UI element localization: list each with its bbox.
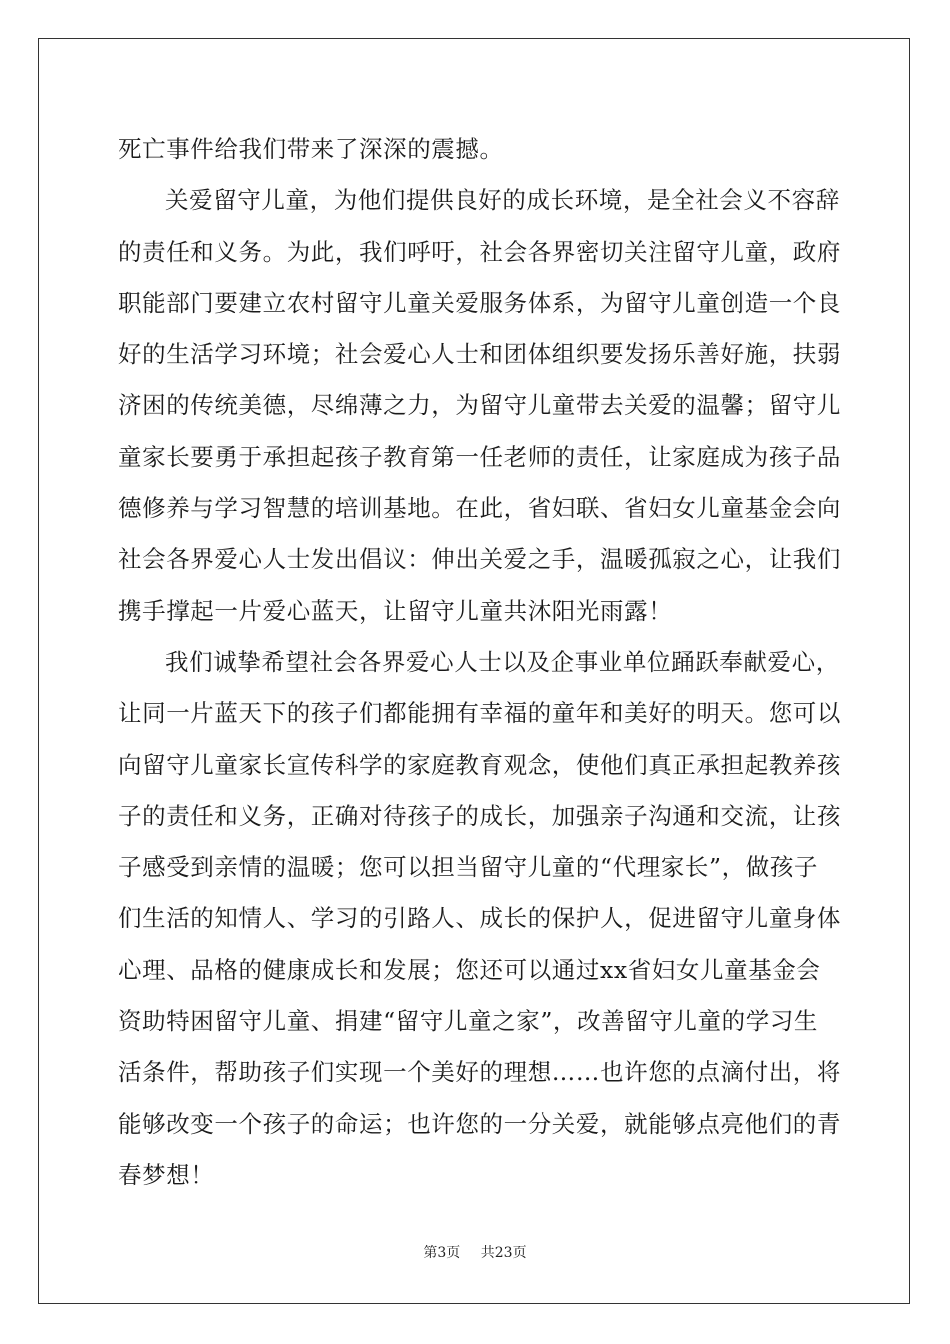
text-line: 资助特困留守儿童、捐建“留守儿童之家”，改善留守儿童的学习生 [118,1007,819,1036]
text-line: 童家长要勇于承担起孩子教育第一任老师的责任，让家庭成为孩子品 [118,442,841,471]
text-line: 向留守儿童家长宣传科学的家庭教育观念，使他们真正承担起教养孩 [118,750,841,779]
text-line: 好的生活学习环境；社会爱心人士和团体组织要发扬乐善好施，扶弱 [118,340,841,369]
text-line: 子的责任和义务，正确对待孩子的成长，加强亲子沟通和交流，让孩 [118,801,841,830]
text-line: 职能部门要建立农村留守儿童关爱服务体系，为留守儿童创造一个良 [118,288,841,317]
text-line: 携手撑起一片爱心蓝天，让留守儿童共沐阳光雨露！ [118,596,673,625]
text-line: 社会各界爱心人士发出倡议：伸出关爱之手，温暖孤寂之心，让我们 [118,545,841,574]
text-line: 活条件，帮助孩子们实现一个美好的理想……也许您的点滴付出，将 [118,1058,841,1087]
text-line: 让同一片蓝天下的孩子们都能拥有幸福的童年和美好的明天。您可以 [118,699,841,728]
page-footer [0,1242,950,1262]
text-line: 我们诚挚希望社会各界爱心人士以及企事业单位踊跃奉献爱心， [165,647,840,676]
text-line: 们生活的知情人、学习的引路人、成长的保护人，促进留守儿童身体 [118,904,841,933]
text-line: 德修养与学习智慧的培训基地。在此，省妇联、省妇女儿童基金会向 [118,494,841,523]
page-number: 第3页 [423,1245,461,1261]
text-line: 关爱留守儿童，为他们提供良好的成长环境，是全社会义不容辞 [165,186,840,215]
text-line: 的责任和义务。为此，我们呼吁，社会各界密切关注留守儿童，政府 [118,237,841,266]
text-line: 春梦想！ [118,1160,215,1189]
text-line: 能够改变一个孩子的命运；也许您的一分关爱，就能够点亮他们的青 [118,1109,841,1138]
text-line: 子感受到亲情的温暖；您可以担当留守儿童的“代理家长”，做孩子 [118,853,819,882]
page-total: 共23页 [480,1245,527,1261]
text-line: 心理、品格的健康成长和发展；您还可以通过xx省妇女儿童基金会 [118,955,821,984]
text-line: 济困的传统美德，尽绵薄之力，为留守儿童带去关爱的温馨；留守儿 [118,391,841,420]
text-line: 死亡事件给我们带来了深深的震撼。 [118,135,504,163]
document-body [118,124,841,1201]
